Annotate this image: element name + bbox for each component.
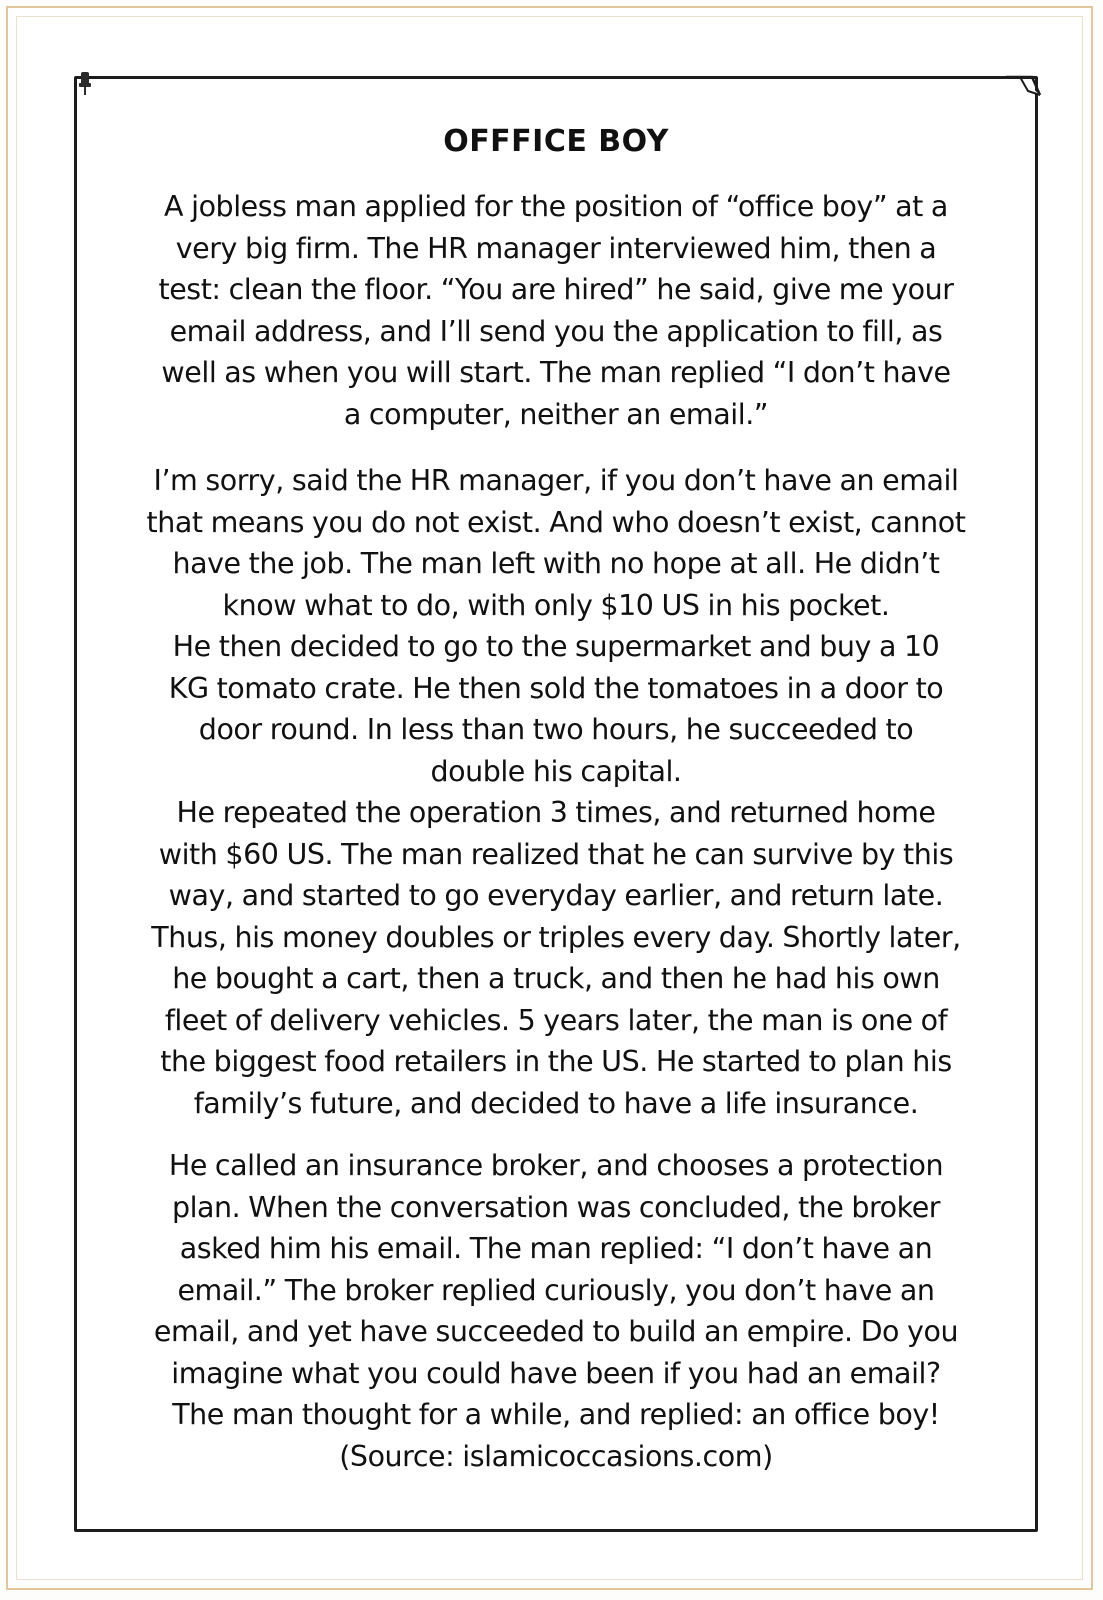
- story-title: OFFFICE BOY: [443, 124, 669, 159]
- story-paragraph-2: [82, 460, 1030, 1124]
- text-line: He repeated the operation 3 times, and returned home: [176, 796, 936, 829]
- text-line: double his capital.: [430, 754, 682, 788]
- text-line: He called an insurance broker, and chooses a protection: [168, 1149, 944, 1182]
- source-credit: (Source: islamicoccasions.com): [339, 1439, 773, 1473]
- text-line: very big firm. The HR manager interviewed him, then a: [175, 231, 937, 265]
- story-paragraph-1: [82, 186, 1030, 435]
- text-line: with $60 US. The man realized that he can survive by this: [158, 837, 954, 871]
- text-line: he bought a cart, then a truck, and then he had his own: [172, 962, 940, 995]
- pushpin-icon: [76, 70, 94, 96]
- text-line: KG tomato crate. He then sold the tomatoes in a door to: [168, 671, 944, 705]
- text-line: asked him his email. The man replied: “I don’t have an: [179, 1232, 933, 1265]
- text-line: Thus, his money doubles or triples every day. Shortly later,: [151, 920, 961, 954]
- text-line: email address, and I’ll send you the application to fill, as: [169, 314, 943, 348]
- text-line: the biggest food retailers in the US. He started to plan his: [160, 1045, 952, 1078]
- text-line: imagine what you could have been if you had an email?: [171, 1356, 941, 1390]
- text-line: know what to do, with only $10 US in his pocket.: [222, 588, 890, 622]
- text-line: a computer, neither an email.”: [343, 397, 769, 431]
- text-line: A jobless man applied for the position of “office boy” at a: [164, 190, 948, 223]
- text-line: email.” The broker replied curiously, you don’t have an: [177, 1273, 935, 1307]
- text-line: well as when you will start. The man replied “I don’t have: [161, 356, 951, 389]
- text-line: family’s future, and decided to have a life insurance.: [193, 1086, 919, 1120]
- text-line: email, and yet have succeeded to build an empire. Do you: [153, 1315, 959, 1348]
- text-line: that means you do not exist. And who doesn’t exist, cannot: [146, 505, 966, 539]
- text-line: The man thought for a while, and replied: an office boy!: [172, 1398, 940, 1431]
- story-paragraph-3: [82, 1145, 1030, 1477]
- text-line: fleet of delivery vehicles. 5 years later, the man is one of: [164, 1003, 948, 1037]
- text-line: test: clean the floor. “You are hired” he said, give me your: [158, 273, 954, 306]
- text-line: I’m sorry, said the HR manager, if you don’t have an email: [153, 464, 959, 497]
- text-line: plan. When the conversation was concluded, the broker: [171, 1190, 941, 1224]
- text-line: door round. In less than two hours, he succeeded to: [198, 713, 914, 746]
- text-line: have the job. The man left with no hope at all. He didn’t: [172, 547, 940, 580]
- page-corner-fold-icon: [1006, 73, 1042, 103]
- text-line: way, and started to go everyday earlier, and return late.: [168, 879, 944, 912]
- text-line: He then decided to go to the supermarket and buy a 10: [172, 630, 940, 663]
